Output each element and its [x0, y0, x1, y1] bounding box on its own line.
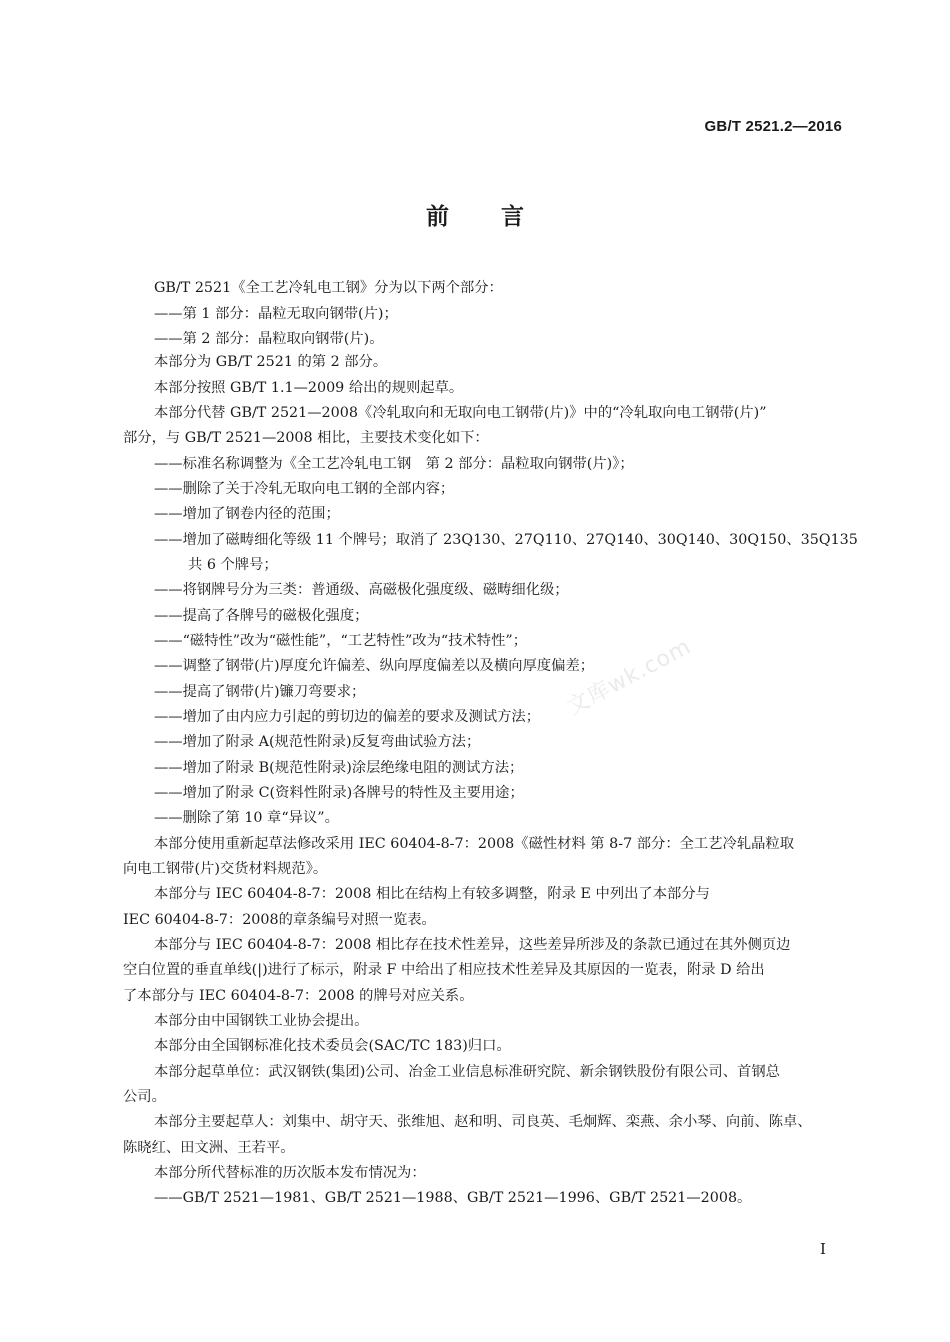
- paragraph-line: 空白位置的垂直单线(|)进行了标示，附录 F 中给出了相应技术性差异及其原因的一览表，附录 D 给出: [123, 962, 765, 978]
- paragraph-line: 公司。: [123, 1089, 166, 1105]
- paragraph-line: 了本部分与 IEC 60404-8-7：2008 的牌号对应关系。: [123, 988, 474, 1004]
- paragraph-line: 本部分与 IEC 60404-8-7：2008 相比存在技术性差异，这些差异所涉及的条款已通过在其外侧页边: [154, 937, 791, 953]
- page-number: I: [820, 1240, 826, 1258]
- paragraph-line: GB/T 2521《全工艺冷轧电工钢》分为以下两个部分：: [154, 280, 503, 296]
- paragraph-line: 本部分为 GB/T 2521 的第 2 部分。: [154, 354, 388, 370]
- list-item: ——第 1 部分：晶粒无取向钢带(片)；: [154, 306, 398, 322]
- paragraph-line: 本部分主要起草人：刘集中、胡守天、张维旭、赵和明、司良英、毛炯辉、栾燕、余小琴、向前、陈卓、: [154, 1114, 812, 1130]
- paragraph-line: 本部分与 IEC 60404-8-7：2008 相比在结构上有较多调整，附录 E 中列出了本部分与: [154, 886, 710, 902]
- standard-number: GB/T 2521.2—2016: [704, 118, 842, 135]
- paragraph-line: 陈晓红、田文洲、王若平。: [123, 1140, 295, 1156]
- paragraph-line: 本部分由中国钢铁工业协会提出。: [154, 1013, 369, 1029]
- paragraph-line: IEC 60404-8-7：2008的章条编号对照一览表。: [123, 912, 436, 928]
- list-item: ——第 2 部分：晶粒取向钢带(片)。: [154, 331, 384, 347]
- list-item: ——增加了附录 C(资料性附录)各牌号的特性及主要用途；: [154, 785, 524, 801]
- list-item: ——增加了钢卷内径的范围；: [154, 506, 340, 522]
- paragraph-line: 本部分按照 GB/T 1.1—2009 给出的规则起草。: [154, 380, 464, 396]
- list-item: ——GB/T 2521—1981、GB/T 2521—1988、GB/T 2521—1996、GB/T 2521—2008。: [154, 1190, 752, 1206]
- paragraph-line: 本部分所代替标准的历次版本发布情况为：: [154, 1165, 426, 1181]
- list-item: ——删除了第 10 章“异议”。: [154, 810, 339, 826]
- list-item-continuation: 共 6 个牌号；: [188, 557, 278, 573]
- paragraph-line: 部分，与 GB/T 2521—2008 相比，主要技术变化如下：: [123, 430, 489, 446]
- paragraph-line: 向电工钢带(片)交货材料规范》。: [123, 861, 328, 877]
- list-item: ——调整了钢带(片)厚度允许偏差、纵向厚度偏差以及横向厚度偏差；: [154, 658, 595, 674]
- paragraph-line: 本部分使用重新起草法修改采用 IEC 60404-8-7：2008《磁性材料 第 8-7 部分：全工艺冷轧晶粒取: [154, 836, 794, 852]
- title-char-1: 前: [426, 204, 449, 230]
- list-item: ——标准名称调整为《全工艺冷轧电工钢 第 2 部分：晶粒取向钢带(片)》；: [154, 456, 634, 472]
- page-title: [0, 198, 950, 231]
- list-item: ——提高了钢带(片)镰刀弯要求；: [154, 684, 366, 700]
- list-item: ——删除了关于冷轧无取向电工钢的全部内容；: [154, 481, 455, 497]
- watermark: 文库wk.com: [563, 634, 696, 721]
- list-item: ——将钢牌号分为三类：普通级、高磁极化强度级、磁畴细化级；: [154, 582, 569, 598]
- list-item: ——提高了各牌号的磁极化强度；: [154, 608, 369, 624]
- list-item: ——增加了磁畴细化等级 11 个牌号；取消了 23Q130、27Q110、27Q140、30Q140、30Q150、35Q135: [154, 532, 858, 548]
- list-item: ——“磁特性”改为“磁性能”，“工艺特性”改为“技术特性”；: [154, 633, 528, 649]
- list-item: ——增加了由内应力引起的剪切边的偏差的要求及测试方法；: [154, 709, 541, 725]
- list-item: ——增加了附录 A(规范性附录)反复弯曲试验方法；: [154, 734, 481, 750]
- paragraph-line: 本部分由全国钢标准化技术委员会(SAC/TC 183)归口。: [154, 1038, 511, 1054]
- title-char-2: 言: [501, 204, 524, 230]
- paragraph-line: 本部分起草单位：武汉钢铁(集团)公司、冶金工业信息标准研究院、新余钢铁股份有限公司、首钢总: [154, 1064, 780, 1080]
- list-item: ——增加了附录 B(规范性附录)涂层绝缘电阻的测试方法；: [154, 760, 524, 776]
- paragraph-line: 本部分代替 GB/T 2521—2008《冷轧取向和无取向电工钢带(片)》中的“冷轧取向电工钢带(片)”: [154, 405, 767, 421]
